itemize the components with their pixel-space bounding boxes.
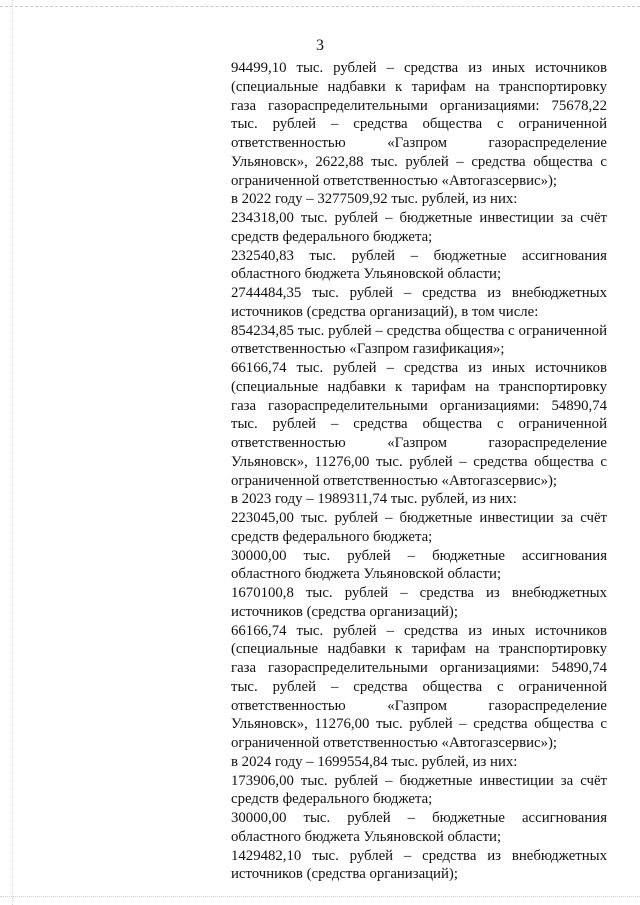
paragraph-extrabudgetary-2022: 2744484,35 тыс. рублей – средства из внебюджетных источников (средства организаций), в том числе:: [231, 285, 607, 320]
paragraph-extrabudgetary-2024: 1429482,10 тыс. рублей – средства из внебюджетных источников (средства организаций);: [231, 847, 607, 883]
paragraph-federal-investments-2024: 173906,00 тыс. рублей – бюджетные инвестиции за счёт средств федерального бюджета;: [231, 772, 607, 808]
paragraph-other-sources-2021: 94499,10 тыс. рублей – средства из иных источников (специальные надбавки к тарифам на транспортировку газа газораспределительными организациями: 75678,22 тыс. рублей – средства общества с ограниченной ответственностью «Газпром газораспределение Ульяновск», 2622,88 тыс. рублей – средства общества с ограниченной ответственностью «Автогазсервис»);: [231, 60, 607, 189]
scan-edge-top: [0, 6, 640, 7]
scan-edge-bottom: [0, 896, 640, 897]
paragraph-federal-investments-2023: 223045,00 тыс. рублей – бюджетные инвестиции за счёт средств федерального бюджета;: [231, 510, 607, 545]
paragraph-regional-budget-2024: 30000,00 тыс. рублей – бюджетные ассигнования областного бюджета Ульяновской области;: [231, 810, 607, 845]
paragraph-federal-investments-2022: 234318,00 тыс. рублей – бюджетные инвестиции за счёт средств федерального бюджета;: [231, 210, 607, 245]
paragraph-other-sources-2023: 66166,74 тыс. рублей – средства из иных источников (специальные надбавки к тарифам на транспортировку газа газораспределительными организациями: 54890,74 тыс. рублей – средства общества с ограниченной ответственностью «Газпром газораспределение Ульяновск», 11276,00 тыс. рублей – средства общества с ограниченной ответственностью «Автогазсервис»);: [231, 622, 607, 751]
paragraph-regional-budget-2023: 30000,00 тыс. рублей – бюджетные ассигнования областного бюджета Ульяновской области;: [231, 547, 607, 583]
paragraph-extrabudgetary-2023: 1670100,8 тыс. рублей – средства из внебюджетных источников (средства организаций);: [231, 585, 607, 620]
paragraph-year-2024: в 2024 году – 1699554,84 тыс. рублей, из них:: [231, 753, 518, 770]
paragraph-year-2023: в 2023 году – 1989311,74 тыс. рублей, из них:: [231, 491, 517, 508]
paragraph-gazprom-gasification-2022: 854234,85 тыс. рублей – средства общества с ограниченной ответственностью «Газпром газификация»;: [231, 322, 607, 358]
page-number: 3: [316, 37, 324, 54]
paragraph-regional-budget-2022: 232540,83 тыс. рублей – бюджетные ассигнования областного бюджета Ульяновской области;: [231, 247, 607, 283]
document-body: [231, 59, 607, 884]
scan-edge-left: [12, 0, 13, 905]
paragraph-year-2022: в 2022 году – 3277509,92 тыс. рублей, из них:: [231, 191, 518, 208]
paragraph-other-sources-2022: 66166,74 тыс. рублей – средства из иных источников (специальные надбавки к тарифам на транспортировку газа газораспределительными организациями: 54890,74 тыс. рублей – средства общества с ограниченной ответственностью «Газпром газораспределение Ульяновск», 11276,00 тыс. рублей – средства общества с ограниченной ответственностью «Автогазсервис»);: [231, 360, 607, 489]
